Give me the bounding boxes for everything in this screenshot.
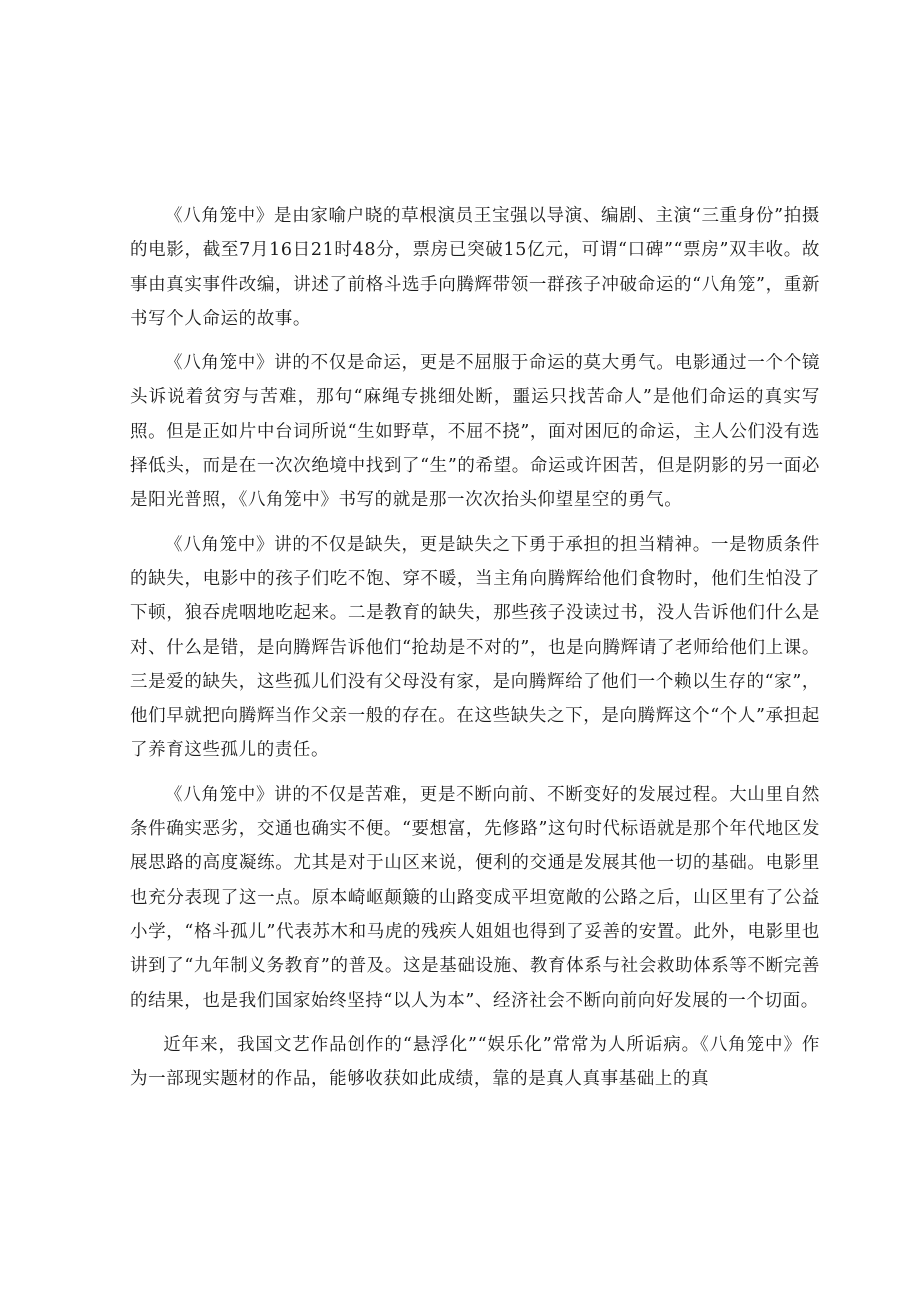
- paragraph-development: 《八角笼中》讲的不仅是苦难，更是不断向前、不断变好的发展过程。大山里自然条件确实恶劣，交通也确实不便。“要想富，先修路”这句时代标语就是那个年代地区发展思路的高度凝练。尤其是对于山区来说，便利的交通是发展其他一切的基础。电影里也充分表现了这一点。原本崎岖颠簸的山路变成平坦宽敞的公路之后，山区里有了公益小学，“格斗孤儿”代表苏木和马虎的残疾人姐姐也得到了妥善的安置。此外，电影里也讲到了“九年制义务教育”的普及。这是基础设施、教育体系与社会救助体系等不断完善的结果，也是我们国家始终坚持“以人为本”、经济社会不断向前向好发展的一个切面。: [130, 784, 820, 1011]
- document-body: [130, 199, 820, 1106]
- paragraph-responsibility: 《八角笼中》讲的不仅是缺失，更是缺失之下勇于承担的担当精神。一是物质条件的缺失，电影中的孩子们吃不饱、穿不暖，当主角向腾辉给他们食物时，他们生怕没了下顿，狼吞虎咽地吃起来。二是教育的缺失，那些孩子没读过书，没人告诉他们什么是对、什么是错，是向腾辉告诉他们“抢劫是不对的”，也是向腾辉请了老师给他们上课。三是爱的缺失，这些孤儿们没有父母没有家，是向腾辉给了他们一个赖以生存的“家”，他们早就把向腾辉当作父亲一般的存在。在这些缺失之下，是向腾辉这个“个人”承担起了养育这些孤儿的责任。: [130, 534, 820, 761]
- paragraph-courage: 《八角笼中》讲的不仅是命运，更是不屈服于命运的莫大勇气。电影通过一个个镜头诉说着贫穷与苦难，那句“麻绳专挑细处断，噩运只找苦命人”是他们命运的真实写照。但是正如片中台词所说“生如野草，不屈不挠”，面对困厄的命运，主人公们没有选择低头，而是在一次次绝境中找到了“生”的希望。命运或许困苦，但是阴影的另一面必是阳光普照，《八角笼中》书写的就是那一次次抬头仰望星空的勇气。: [130, 353, 820, 511]
- paragraph-intro: 《八角笼中》是由家喻户晓的草根演员王宝强以导演、编剧、主演“三重身份”拍摄的电影，截至7月16日21时48分，票房已突破15亿元，可谓“口碑”“票房”双丰收。故事由真实事件改编，讲述了前格斗选手向腾辉带领一群孩子冲破命运的“八角笼”，重新书写个人命运的故事。: [130, 206, 820, 329]
- paragraph-conclusion: 近年来，我国文艺作品创作的“悬浮化”“娱乐化”常常为人所诟病。《八角笼中》作为一部现实题材的作品，能够收获如此成绩，靠的是真人真事基础上的真: [130, 1034, 820, 1090]
